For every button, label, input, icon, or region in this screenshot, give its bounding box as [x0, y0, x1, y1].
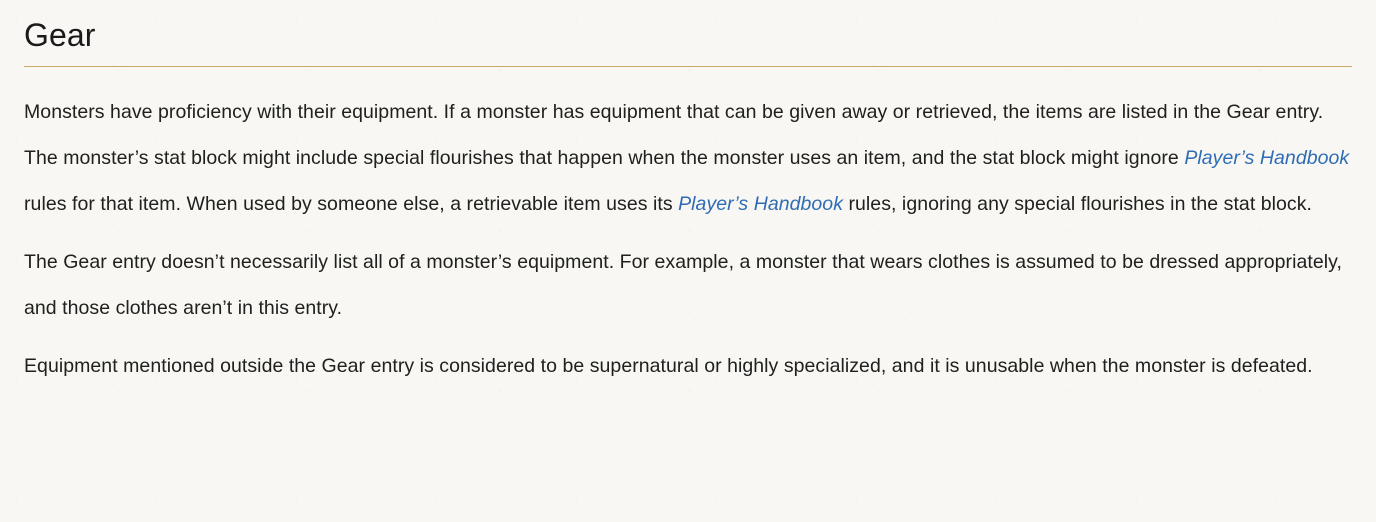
players-handbook-link-2[interactable]: Player’s Handbook	[678, 193, 844, 216]
paragraph-1-text-part-3: rules, ignoring any special flourishes in the stat block.	[843, 193, 1312, 216]
paragraph-1-text-part-2: rules for that item. When used by someone else, a retrievable item uses its	[24, 193, 679, 216]
paragraph-equipment-outside-gear: Equipment mentioned outside the Gear entry is considered to be supernatural or highly specialized, and it is unusable when the monster is defeated.	[24, 355, 1313, 378]
paragraph-1-text-part-1: Monsters have proficiency with their equipment. If a monster has equipment that can be given away or retrieved, the items are listed in the Gear entry. The monster’s stat block might include special flourishes that happen when the monster uses an item, and the stat block might ignore	[24, 101, 1324, 170]
heading-divider	[24, 66, 1352, 67]
players-handbook-link-1[interactable]: Player’s Handbook	[1184, 147, 1350, 170]
paragraph-gear-proficiency	[24, 89, 1352, 227]
page-title: Gear	[24, 17, 96, 53]
paragraph-gear-entry-scope: The Gear entry doesn’t necessarily list all of a monster’s equipment. For example, a monster that wears clothes is assumed to be dressed appropriately, and those clothes aren’t in this entry.	[24, 251, 1342, 320]
